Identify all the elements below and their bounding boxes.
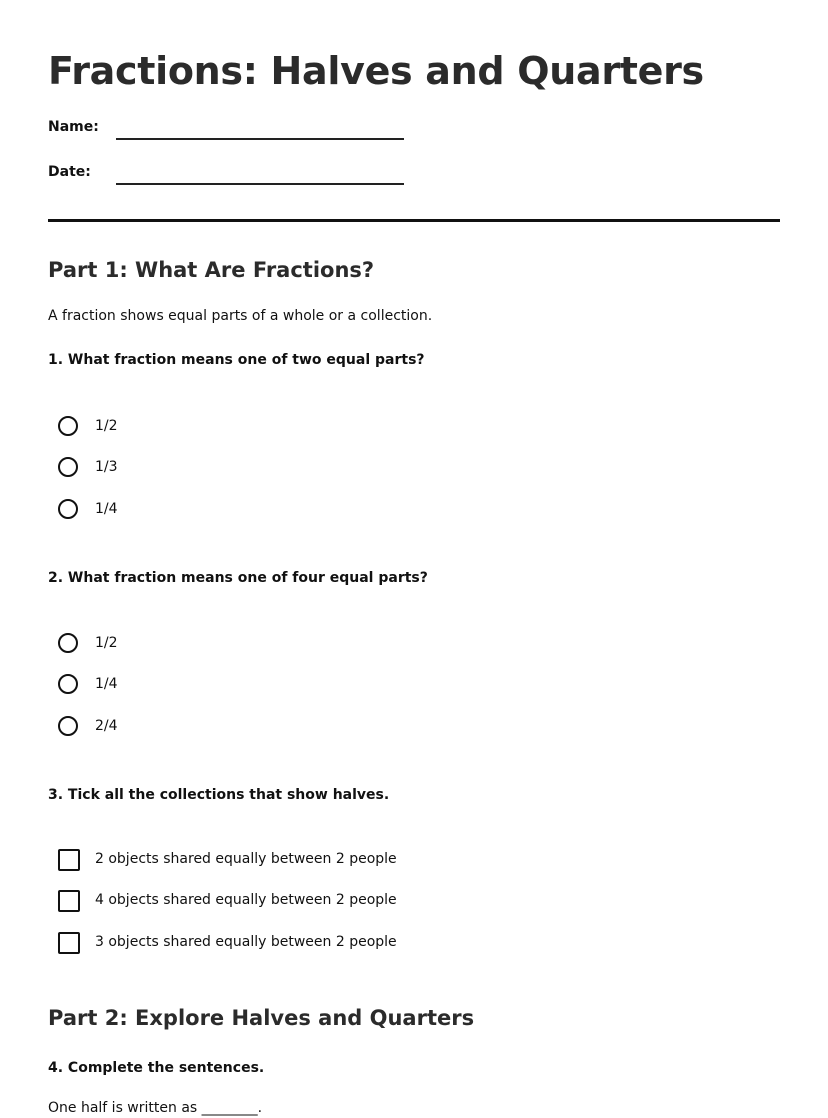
date-label: Date:	[48, 164, 91, 180]
radio-button[interactable]	[58, 499, 78, 519]
name-label: Name:	[48, 119, 99, 135]
date-field[interactable]	[116, 183, 404, 185]
part1-intro: A fraction shows equal parts of a whole or a collection.	[48, 308, 433, 324]
option-label: 1/2	[95, 635, 118, 651]
name-field[interactable]	[116, 138, 404, 140]
checkbox[interactable]	[58, 849, 80, 871]
option-label: 3 objects shared equally between 2 people	[95, 934, 397, 950]
sentence-1	[48, 1098, 262, 1118]
checkbox[interactable]	[58, 890, 80, 912]
radio-button[interactable]	[58, 633, 78, 653]
question-2: 2. What fraction means one of four equal parts?	[48, 570, 428, 586]
sentence-text: One half is written as	[48, 1100, 198, 1116]
option-label: 2 objects shared equally between 2 people	[95, 851, 397, 867]
page-title: Fractions: Halves and Quarters	[48, 49, 704, 93]
radio-button[interactable]	[58, 716, 78, 736]
radio-button[interactable]	[58, 674, 78, 694]
option-label: 1/3	[95, 459, 118, 475]
option-label: 1/4	[95, 501, 118, 517]
part1-heading: Part 1: What Are Fractions?	[48, 258, 375, 282]
option-label: 4 objects shared equally between 2 people	[95, 892, 397, 908]
checkbox[interactable]	[58, 932, 80, 954]
question-4: 4. Complete the sentences.	[48, 1060, 265, 1076]
radio-button[interactable]	[58, 416, 78, 436]
option-label: 1/4	[95, 676, 118, 692]
answer-blank[interactable]: ________.	[201, 1100, 263, 1116]
option-label: 1/2	[95, 418, 118, 434]
radio-button[interactable]	[58, 457, 78, 477]
option-label: 2/4	[95, 718, 118, 734]
question-3: 3. Tick all the collections that show halves.	[48, 787, 390, 803]
header-divider	[48, 219, 780, 222]
question-1: 1. What fraction means one of two equal parts?	[48, 352, 425, 368]
part2-heading: Part 2: Explore Halves and Quarters	[48, 1006, 475, 1030]
